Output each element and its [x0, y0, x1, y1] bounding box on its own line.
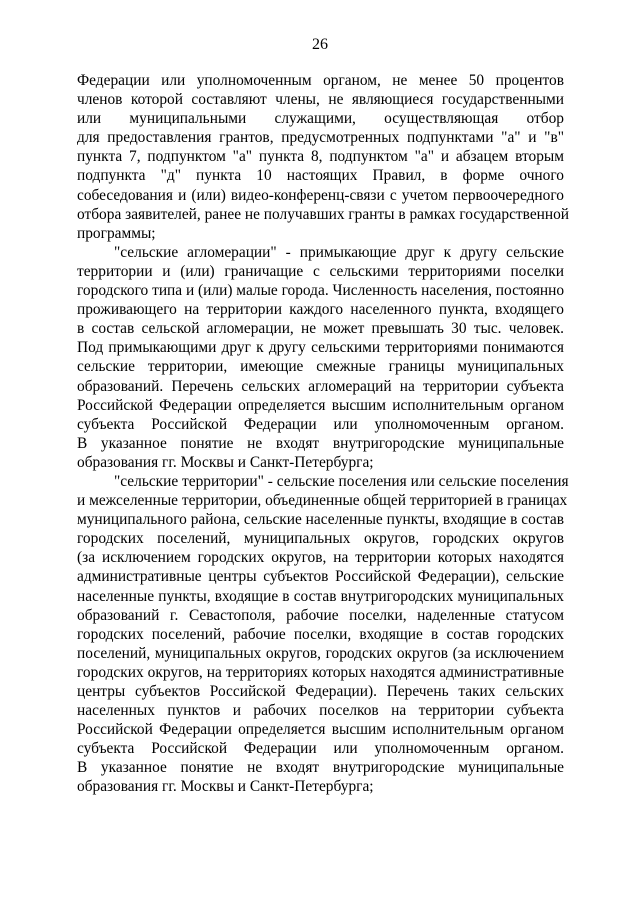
text-line: "сельские территории" - сельские поселения или сельские поселения — [114, 472, 569, 490]
text-line: В указанное понятие не входят внутригородские муниципальные — [77, 759, 564, 777]
text-line: Российской Федерации определяется высшим исполнительным органом — [77, 396, 564, 414]
text-line: центры субъектов Российской Федерации). Перечень таких сельских — [77, 683, 564, 700]
text-line: муниципального района, сельские населенные пункты, входящие в состав — [77, 511, 564, 529]
text-line: городских округов, на территориях которых находятся административные — [77, 663, 564, 681]
paragraph — [77, 71, 570, 243]
page-number: 26 — [312, 36, 328, 53]
text-line: Российской Федерации определяется высшим исполнительным органом — [77, 721, 564, 739]
text-line: образования гг. Москвы и Санкт-Петербурга; — [77, 453, 374, 471]
text-line: пункта 7, подпунктом "а" пункта 8, подпунктом "а" и абзацем вторым — [77, 148, 564, 166]
text-line: городских поселений, муниципальных округов, городских округов — [77, 530, 564, 548]
text-line: в состав сельской агломерации, не может превышать 30 тыс. человек. — [77, 320, 564, 338]
text-line: населенных пунктов и рабочих поселков на территории субъекта — [77, 702, 564, 720]
text-line: или муниципальными служащими, осуществляющая отбор — [77, 110, 564, 128]
text-line: Под примыкающими друг к другу сельскими территориями понимаются — [77, 339, 564, 357]
text-line: Федерации или уполномоченным органом, не менее 50 процентов — [77, 72, 564, 89]
text-line: образований. Перечень сельских агломераций на территории субъекта — [77, 377, 564, 395]
text-line: городского типа и (или) малые города. Численность населения, постоянно — [77, 282, 565, 300]
paragraph — [77, 243, 564, 472]
text-line: территории и (или) граничащие с сельскими территориями поселки — [77, 262, 564, 280]
text-line: и межселенные территории, объединенные общей территорией в границах — [77, 492, 568, 510]
text-line: программы; — [77, 224, 156, 242]
text-line: "сельские агломерации" - примыкающие друг к другу сельские — [114, 243, 564, 261]
text-line: образования гг. Москвы и Санкт-Петербурга; — [77, 778, 374, 796]
text-line: В указанное понятие не входят внутригородские муниципальные — [77, 434, 564, 452]
text-line: образований г. Севастополя, рабочие поселки, наделенные статусом — [77, 606, 564, 624]
text-line: сельские территории, имеющие смежные границы муниципальных — [77, 358, 564, 376]
text-line: подпункта "д" пункта 10 настоящих Правил, в форме очного — [77, 167, 564, 185]
text-line: проживающего на территории каждого населенного пункта, входящего — [77, 301, 564, 319]
text-line: административные центры субъектов Российской Федерации), сельские — [77, 568, 564, 586]
paragraph — [77, 472, 569, 797]
text-line: собеседования и (или) видео-конференц-связи с учетом первоочередного — [77, 186, 564, 204]
text-line: поселений, муниципальных округов, городских округов (за исключением — [77, 644, 564, 662]
text-line: отбора заявителей, ранее не получавших гранты в рамках государственной — [77, 205, 570, 223]
text-line: для предоставления грантов, предусмотренных подпунктами "а" и "в" — [77, 129, 564, 147]
text-line: субъекта Российской Федерации или уполномоченным органом. — [77, 740, 564, 758]
text-line: (за исключением городских округов, на территории которых находятся — [77, 549, 564, 567]
text-line: городских поселений, рабочие поселки, входящие в состав городских — [77, 625, 564, 643]
document-body — [77, 71, 570, 797]
text-line: субъекта Российской Федерации или уполномоченным органом. — [77, 415, 564, 433]
text-line: членов которой составляют члены, не являющиеся государственными — [77, 91, 564, 109]
text-line: населенные пункты, входящие в состав внутригородских муниципальных — [77, 587, 564, 605]
